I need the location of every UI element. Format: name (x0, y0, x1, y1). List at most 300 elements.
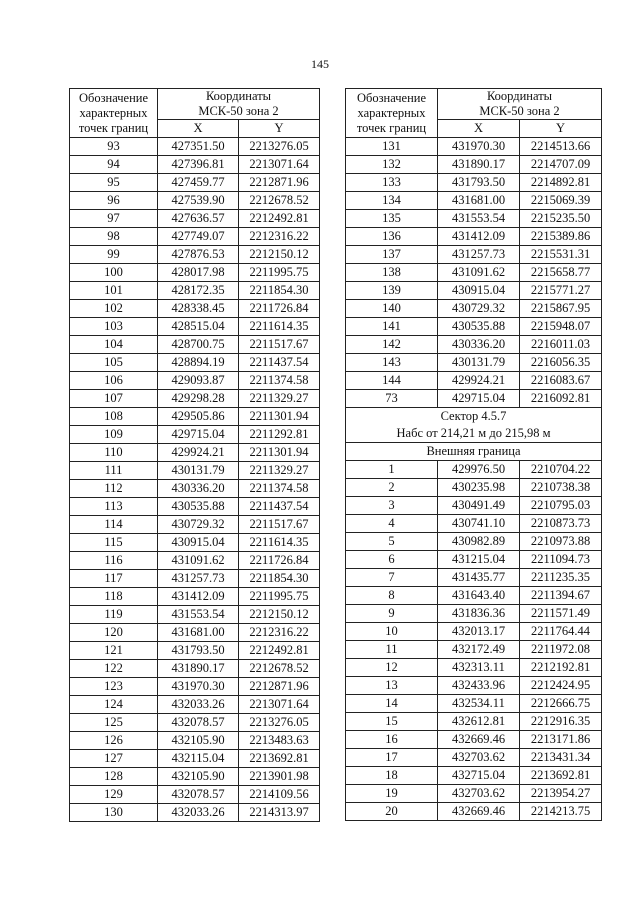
x-coordinate-cell: 432669.46 (438, 731, 520, 749)
table-row (70, 174, 320, 192)
y-coordinate-cell: 2211374.58 (239, 372, 320, 390)
y-coordinate-cell: 2210973.88 (520, 533, 602, 551)
point-number-cell: 111 (70, 462, 158, 480)
y-coordinate-cell: 2216083.67 (520, 372, 602, 390)
x-coordinate-cell: 427749.07 (158, 228, 239, 246)
table-row (346, 677, 602, 695)
y-coordinate-cell: 2211301.94 (239, 408, 320, 426)
y-coordinate-cell: 2212192.81 (520, 659, 602, 677)
point-number-cell: 118 (70, 588, 158, 606)
x-coordinate-cell: 432115.04 (158, 750, 239, 768)
table-row (70, 786, 320, 804)
x-coordinate-cell: 432172.49 (438, 641, 520, 659)
point-number-cell: 4 (346, 515, 438, 533)
y-coordinate-cell: 2211235.35 (520, 569, 602, 587)
y-coordinate-cell: 2212492.81 (239, 642, 320, 660)
x-coordinate-cell: 432033.26 (158, 696, 239, 714)
table-row (346, 695, 602, 713)
point-number-cell: 133 (346, 174, 438, 192)
table-row (70, 282, 320, 300)
table-row (346, 659, 602, 677)
boundary-label: Внешняя граница (346, 443, 602, 461)
x-coordinate-cell: 430729.32 (438, 300, 520, 318)
y-coordinate-cell: 2212316.22 (239, 228, 320, 246)
y-coordinate-cell: 2212678.52 (239, 192, 320, 210)
point-number-cell: 127 (70, 750, 158, 768)
point-number-cell: 19 (346, 785, 438, 803)
point-number-cell: 136 (346, 228, 438, 246)
sector-height-range: Набс от 214,21 м до 215,98 м (396, 426, 551, 440)
x-coordinate-cell: 430336.20 (438, 336, 520, 354)
point-number-cell: 125 (70, 714, 158, 732)
point-number-cell: 143 (346, 354, 438, 372)
y-coordinate-cell: 2213692.81 (520, 767, 602, 785)
x-coordinate-cell: 428515.04 (158, 318, 239, 336)
y-coordinate-cell: 2212150.12 (239, 246, 320, 264)
y-coordinate-cell: 2211094.73 (520, 551, 602, 569)
x-coordinate-cell: 427636.57 (158, 210, 239, 228)
x-coordinate-cell: 427396.81 (158, 156, 239, 174)
point-number-cell: 94 (70, 156, 158, 174)
point-label-header: Обозначение характерных точек границ (346, 89, 438, 138)
point-number-cell: 97 (70, 210, 158, 228)
x-coordinate-cell: 429298.28 (158, 390, 239, 408)
y-coordinate-cell: 2213276.05 (239, 138, 320, 156)
x-coordinate-cell: 431553.54 (438, 210, 520, 228)
table-row (70, 444, 320, 462)
point-number-cell: 130 (70, 804, 158, 822)
y-header: Y (239, 120, 320, 138)
x-coordinate-cell: 430131.79 (158, 462, 239, 480)
x-coordinate-cell: 432313.11 (438, 659, 520, 677)
table-row (70, 696, 320, 714)
point-number-cell: 110 (70, 444, 158, 462)
table-row (70, 156, 320, 174)
coordinates-table-right (345, 88, 602, 821)
table-row (346, 569, 602, 587)
table-row (70, 408, 320, 426)
table-row (70, 750, 320, 768)
table-row (346, 138, 602, 156)
y-coordinate-cell: 2212666.75 (520, 695, 602, 713)
x-coordinate-cell: 431412.09 (158, 588, 239, 606)
x-coordinate-cell: 432715.04 (438, 767, 520, 785)
table-row (70, 264, 320, 282)
table-row (70, 228, 320, 246)
y-coordinate-cell: 2211292.81 (239, 426, 320, 444)
x-coordinate-cell: 432669.46 (438, 803, 520, 821)
table-row (70, 570, 320, 588)
x-coordinate-cell: 431257.73 (438, 246, 520, 264)
x-coordinate-cell: 431215.04 (438, 551, 520, 569)
y-coordinate-cell: 2212424.95 (520, 677, 602, 695)
table-row (346, 623, 602, 641)
y-coordinate-cell: 2211517.67 (239, 336, 320, 354)
point-number-cell: 135 (346, 210, 438, 228)
table-row (70, 768, 320, 786)
x-coordinate-cell: 432013.17 (438, 623, 520, 641)
point-number-cell: 1 (346, 461, 438, 479)
coordinates-table-left (69, 88, 320, 822)
y-coordinate-cell: 2212150.12 (239, 606, 320, 624)
y-coordinate-cell: 2214707.09 (520, 156, 602, 174)
point-number-cell: 124 (70, 696, 158, 714)
y-coordinate-cell: 2216056.35 (520, 354, 602, 372)
x-coordinate-cell: 431890.17 (158, 660, 239, 678)
x-coordinate-cell: 429924.21 (438, 372, 520, 390)
x-coordinate-cell: 432078.57 (158, 786, 239, 804)
x-header: X (158, 120, 239, 138)
x-coordinate-cell: 432534.11 (438, 695, 520, 713)
table-row (70, 192, 320, 210)
table-row (346, 713, 602, 731)
x-coordinate-cell: 427539.90 (158, 192, 239, 210)
y-coordinate-cell: 2215235.50 (520, 210, 602, 228)
y-coordinate-cell: 2211972.08 (520, 641, 602, 659)
table-row (346, 156, 602, 174)
x-coordinate-cell: 432433.96 (438, 677, 520, 695)
y-coordinate-cell: 2214213.75 (520, 803, 602, 821)
y-coordinate-cell: 2210738.38 (520, 479, 602, 497)
x-coordinate-cell: 432612.81 (438, 713, 520, 731)
point-number-cell: 102 (70, 300, 158, 318)
point-number-cell: 16 (346, 731, 438, 749)
x-coordinate-cell: 432703.62 (438, 749, 520, 767)
y-coordinate-cell: 2211329.27 (239, 462, 320, 480)
point-number-cell: 96 (70, 192, 158, 210)
table-row (346, 479, 602, 497)
point-number-cell: 121 (70, 642, 158, 660)
y-coordinate-cell: 2212916.35 (520, 713, 602, 731)
table-row (70, 480, 320, 498)
table-row (70, 426, 320, 444)
table-row (346, 605, 602, 623)
y-coordinate-cell: 2212678.52 (239, 660, 320, 678)
table-row (346, 461, 602, 479)
point-number-cell: 116 (70, 552, 158, 570)
point-number-cell: 123 (70, 678, 158, 696)
point-number-cell: 2 (346, 479, 438, 497)
point-number-cell: 137 (346, 246, 438, 264)
point-label-header: Обозначение характерных точек границ (70, 89, 158, 138)
y-coordinate-cell: 2213071.64 (239, 156, 320, 174)
point-number-cell: 112 (70, 480, 158, 498)
table-row (346, 497, 602, 515)
x-coordinate-cell: 430491.49 (438, 497, 520, 515)
table-row (70, 462, 320, 480)
table-row (346, 515, 602, 533)
y-coordinate-cell: 2215531.31 (520, 246, 602, 264)
x-coordinate-cell: 430336.20 (158, 480, 239, 498)
x-coordinate-cell: 428017.98 (158, 264, 239, 282)
point-number-cell: 119 (70, 606, 158, 624)
x-coordinate-cell: 427876.53 (158, 246, 239, 264)
y-coordinate-cell: 2212316.22 (239, 624, 320, 642)
y-coordinate-cell: 2213954.27 (520, 785, 602, 803)
table-row (346, 390, 602, 408)
y-coordinate-cell: 2216092.81 (520, 390, 602, 408)
table-row (70, 588, 320, 606)
x-coordinate-cell: 428894.19 (158, 354, 239, 372)
x-coordinate-cell: 430131.79 (438, 354, 520, 372)
point-number-cell: 93 (70, 138, 158, 156)
point-number-cell: 20 (346, 803, 438, 821)
point-number-cell: 99 (70, 246, 158, 264)
x-coordinate-cell: 432078.57 (158, 714, 239, 732)
sector-title: Сектор 4.5.7 (440, 409, 507, 423)
sector-heading (346, 408, 602, 443)
table-row (346, 551, 602, 569)
y-coordinate-cell: 2210873.73 (520, 515, 602, 533)
y-coordinate-cell: 2213171.86 (520, 731, 602, 749)
x-coordinate-cell: 431091.62 (438, 264, 520, 282)
point-number-cell: 109 (70, 426, 158, 444)
x-coordinate-cell: 430915.04 (438, 282, 520, 300)
point-number-cell: 128 (70, 768, 158, 786)
x-coordinate-cell: 431091.62 (158, 552, 239, 570)
point-number-cell: 7 (346, 569, 438, 587)
table-row (70, 498, 320, 516)
y-coordinate-cell: 2211571.49 (520, 605, 602, 623)
table-row (70, 624, 320, 642)
table-row (70, 300, 320, 318)
x-coordinate-cell: 431681.00 (438, 192, 520, 210)
table-row (346, 641, 602, 659)
table-row (346, 174, 602, 192)
table-row (346, 749, 602, 767)
x-coordinate-cell: 431793.50 (158, 642, 239, 660)
y-coordinate-cell: 2215069.39 (520, 192, 602, 210)
point-number-cell: 10 (346, 623, 438, 641)
table-row (70, 642, 320, 660)
table-row (346, 336, 602, 354)
point-number-cell: 14 (346, 695, 438, 713)
point-number-cell: 140 (346, 300, 438, 318)
table-row (70, 318, 320, 336)
left-table-body (70, 138, 320, 822)
table-row (346, 587, 602, 605)
table-row (70, 714, 320, 732)
point-number-cell: 9 (346, 605, 438, 623)
point-number-cell: 106 (70, 372, 158, 390)
point-number-cell: 113 (70, 498, 158, 516)
point-number-cell: 138 (346, 264, 438, 282)
table-row (346, 354, 602, 372)
point-number-cell: 132 (346, 156, 438, 174)
y-coordinate-cell: 2210795.03 (520, 497, 602, 515)
table-row (70, 606, 320, 624)
point-number-cell: 134 (346, 192, 438, 210)
x-coordinate-cell: 431257.73 (158, 570, 239, 588)
x-coordinate-cell: 430235.98 (438, 479, 520, 497)
x-coordinate-cell: 427459.77 (158, 174, 239, 192)
y-coordinate-cell: 2211995.75 (239, 264, 320, 282)
y-coordinate-cell: 2213692.81 (239, 750, 320, 768)
x-coordinate-cell: 430982.89 (438, 533, 520, 551)
y-coordinate-cell: 2215867.95 (520, 300, 602, 318)
point-number-cell: 8 (346, 587, 438, 605)
point-number-cell: 141 (346, 318, 438, 336)
table-row (70, 372, 320, 390)
point-number-cell: 73 (346, 390, 438, 408)
right-table-body-bottom (346, 461, 602, 821)
y-coordinate-cell: 2212492.81 (239, 210, 320, 228)
x-coordinate-cell: 432033.26 (158, 804, 239, 822)
table-row (346, 372, 602, 390)
point-number-cell: 18 (346, 767, 438, 785)
point-number-cell: 3 (346, 497, 438, 515)
y-coordinate-cell: 2213483.63 (239, 732, 320, 750)
y-coordinate-cell: 2211437.54 (239, 354, 320, 372)
right-table-body-top (346, 138, 602, 408)
x-coordinate-cell: 432105.90 (158, 732, 239, 750)
point-number-cell: 131 (346, 138, 438, 156)
point-number-cell: 144 (346, 372, 438, 390)
x-coordinate-cell: 430729.32 (158, 516, 239, 534)
point-number-cell: 142 (346, 336, 438, 354)
y-coordinate-cell: 2211854.30 (239, 570, 320, 588)
table-row (70, 678, 320, 696)
y-coordinate-cell: 2212871.96 (239, 174, 320, 192)
y-coordinate-cell: 2214892.81 (520, 174, 602, 192)
x-coordinate-cell: 430535.88 (438, 318, 520, 336)
point-number-cell: 114 (70, 516, 158, 534)
point-number-cell: 139 (346, 282, 438, 300)
table-row (70, 210, 320, 228)
point-number-cell: 17 (346, 749, 438, 767)
table-row (70, 534, 320, 552)
x-coordinate-cell: 431643.40 (438, 587, 520, 605)
x-coordinate-cell: 429505.86 (158, 408, 239, 426)
table-row (346, 300, 602, 318)
x-coordinate-cell: 431553.54 (158, 606, 239, 624)
point-number-cell: 98 (70, 228, 158, 246)
x-coordinate-cell: 432105.90 (158, 768, 239, 786)
table-row (346, 228, 602, 246)
y-coordinate-cell: 2213276.05 (239, 714, 320, 732)
y-coordinate-cell: 2213901.98 (239, 768, 320, 786)
y-coordinate-cell: 2211301.94 (239, 444, 320, 462)
coordinates-header: Координаты МСК-50 зона 2 (438, 89, 602, 120)
point-number-cell: 107 (70, 390, 158, 408)
x-coordinate-cell: 430535.88 (158, 498, 239, 516)
y-coordinate-cell: 2211394.67 (520, 587, 602, 605)
point-number-cell: 101 (70, 282, 158, 300)
table-row (346, 282, 602, 300)
table-row (70, 516, 320, 534)
y-coordinate-cell: 2214313.97 (239, 804, 320, 822)
table-row (346, 318, 602, 336)
x-coordinate-cell: 432703.62 (438, 785, 520, 803)
point-number-cell: 5 (346, 533, 438, 551)
y-coordinate-cell: 2211726.84 (239, 300, 320, 318)
y-coordinate-cell: 2214109.56 (239, 786, 320, 804)
point-number-cell: 120 (70, 624, 158, 642)
point-number-cell: 15 (346, 713, 438, 731)
y-coordinate-cell: 2214513.66 (520, 138, 602, 156)
x-coordinate-cell: 430915.04 (158, 534, 239, 552)
sector-section (346, 408, 602, 461)
x-coordinate-cell: 429715.04 (158, 426, 239, 444)
y-coordinate-cell: 2211854.30 (239, 282, 320, 300)
x-coordinate-cell: 429715.04 (438, 390, 520, 408)
table-row (346, 731, 602, 749)
table-row (346, 264, 602, 282)
point-number-cell: 115 (70, 534, 158, 552)
x-coordinate-cell: 429093.87 (158, 372, 239, 390)
table-row (70, 732, 320, 750)
table-row (70, 138, 320, 156)
table-row (70, 804, 320, 822)
x-coordinate-cell: 428700.75 (158, 336, 239, 354)
y-coordinate-cell: 2215389.86 (520, 228, 602, 246)
y-coordinate-cell: 2212871.96 (239, 678, 320, 696)
point-number-cell: 103 (70, 318, 158, 336)
y-coordinate-cell: 2211329.27 (239, 390, 320, 408)
x-coordinate-cell: 429924.21 (158, 444, 239, 462)
point-number-cell: 100 (70, 264, 158, 282)
point-number-cell: 13 (346, 677, 438, 695)
table-row (346, 533, 602, 551)
point-number-cell: 6 (346, 551, 438, 569)
y-coordinate-cell: 2216011.03 (520, 336, 602, 354)
y-coordinate-cell: 2211995.75 (239, 588, 320, 606)
x-coordinate-cell: 431681.00 (158, 624, 239, 642)
x-coordinate-cell: 431793.50 (438, 174, 520, 192)
x-coordinate-cell: 431970.30 (438, 138, 520, 156)
y-header: Y (520, 120, 602, 138)
y-coordinate-cell: 2213071.64 (239, 696, 320, 714)
table-row (70, 246, 320, 264)
table-row (346, 785, 602, 803)
table-row (70, 354, 320, 372)
point-number-cell: 105 (70, 354, 158, 372)
point-number-cell: 95 (70, 174, 158, 192)
y-coordinate-cell: 2211517.67 (239, 516, 320, 534)
y-coordinate-cell: 2215658.77 (520, 264, 602, 282)
y-coordinate-cell: 2215771.27 (520, 282, 602, 300)
table-row (346, 210, 602, 228)
table-row (346, 803, 602, 821)
page-number: 145 (311, 57, 329, 71)
y-coordinate-cell: 2211726.84 (239, 552, 320, 570)
x-coordinate-cell: 431970.30 (158, 678, 239, 696)
point-number-cell: 129 (70, 786, 158, 804)
table-row (70, 660, 320, 678)
x-coordinate-cell: 429976.50 (438, 461, 520, 479)
x-coordinate-cell: 431412.09 (438, 228, 520, 246)
point-number-cell: 104 (70, 336, 158, 354)
point-number-cell: 11 (346, 641, 438, 659)
y-coordinate-cell: 2215948.07 (520, 318, 602, 336)
x-coordinate-cell: 431435.77 (438, 569, 520, 587)
table-row (346, 767, 602, 785)
y-coordinate-cell: 2211437.54 (239, 498, 320, 516)
table-row (346, 192, 602, 210)
table-row (70, 390, 320, 408)
y-coordinate-cell: 2210704.22 (520, 461, 602, 479)
coordinates-header: Координаты МСК-50 зона 2 (158, 89, 320, 120)
point-number-cell: 12 (346, 659, 438, 677)
point-number-cell: 108 (70, 408, 158, 426)
point-number-cell: 122 (70, 660, 158, 678)
table-row (346, 246, 602, 264)
x-coordinate-cell: 430741.10 (438, 515, 520, 533)
x-coordinate-cell: 431836.36 (438, 605, 520, 623)
point-number-cell: 126 (70, 732, 158, 750)
y-coordinate-cell: 2213431.34 (520, 749, 602, 767)
y-coordinate-cell: 2211764.44 (520, 623, 602, 641)
